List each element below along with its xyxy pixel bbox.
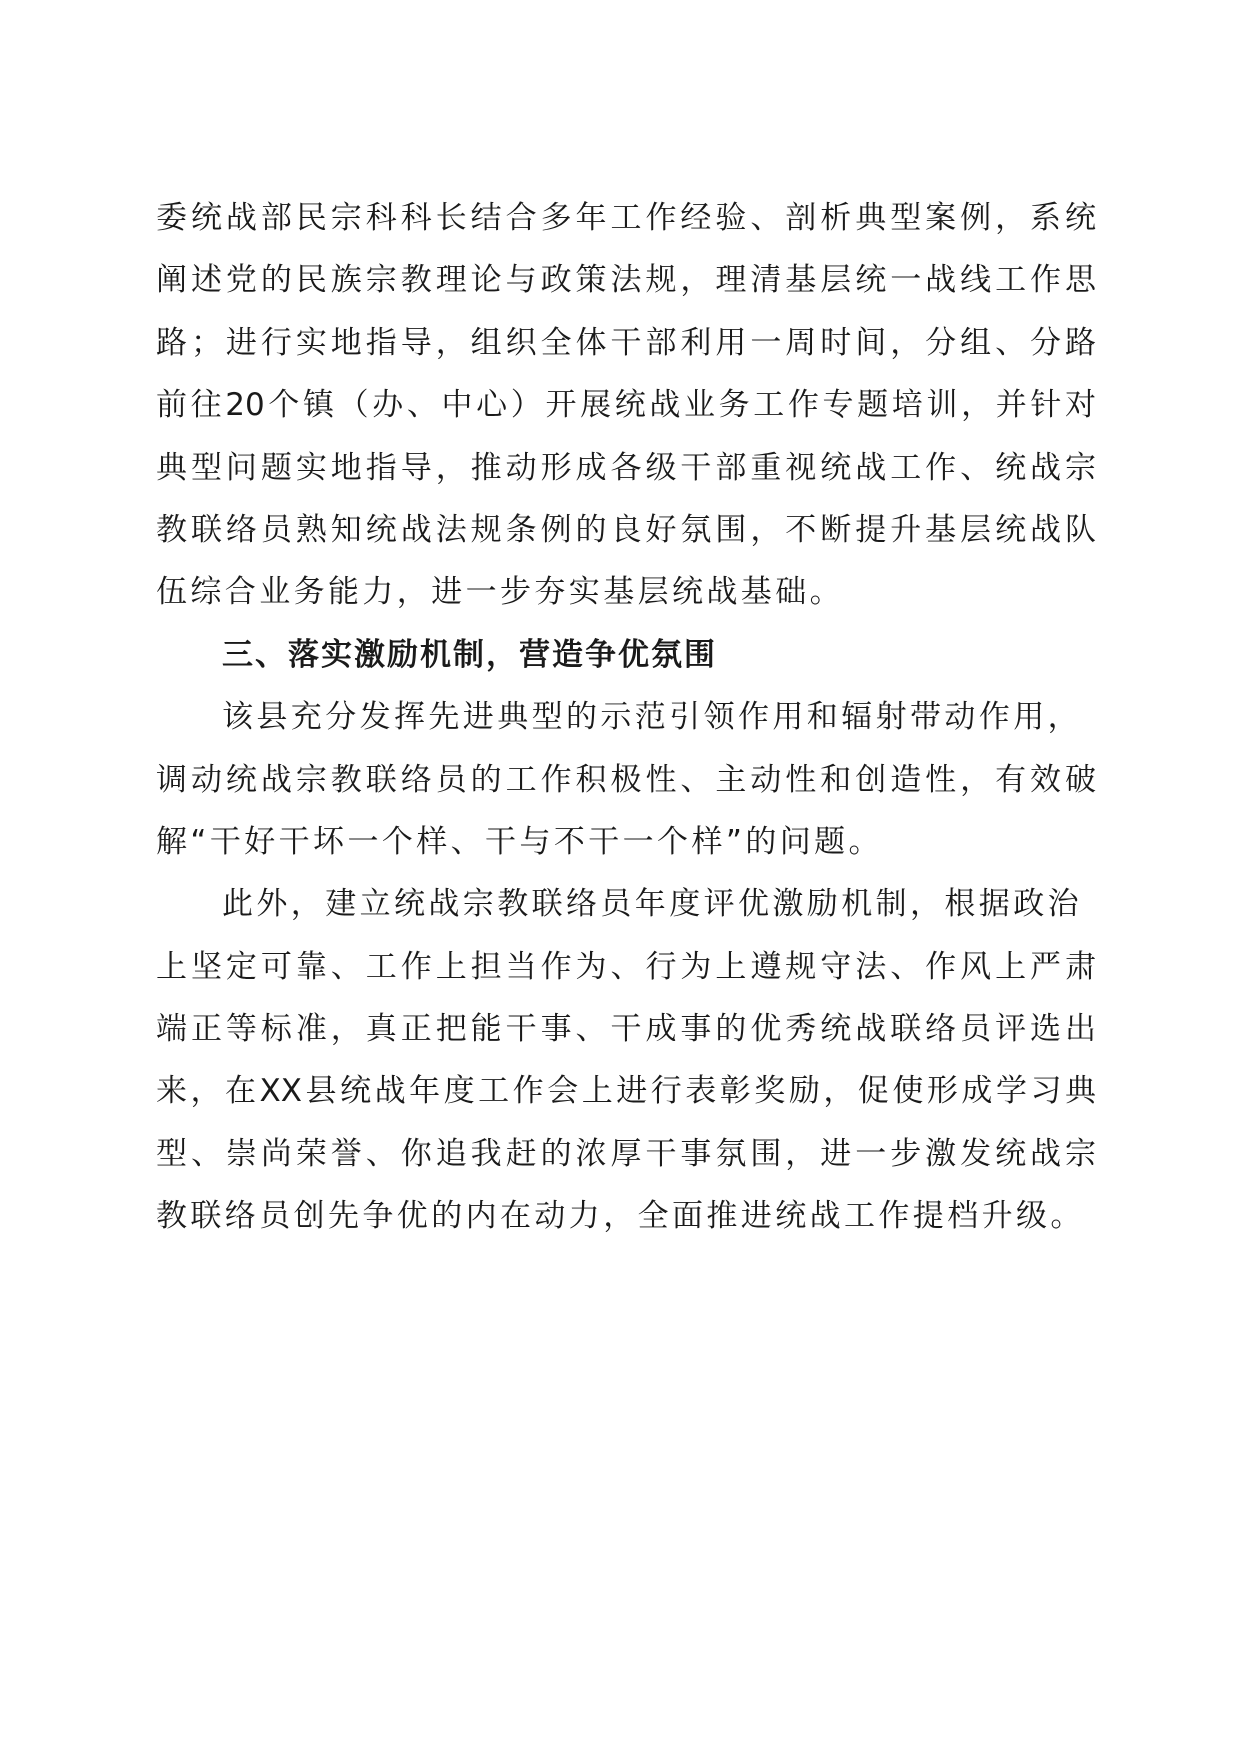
document-body [156,187,1096,1248]
body-line-6: 教联络员熟知统战法规条例的良好氛围，不断提升基层统战队 [156,511,1096,548]
paragraph-2-line-1: 该县充分发挥先进典型的示范引领作用和辐射带动作用， [222,699,1082,736]
paragraph-3-line-2: 上坚定可靠、工作上担当作为、行为上遵规守法、作风上严肃 [156,948,1096,985]
body-line-5: 典型问题实地指导，推动形成各级干部重视统战工作、统战宗 [156,449,1096,486]
paragraph-2-line-3: 解“干好干坏一个样、干与不干一个样”的问题。 [156,823,883,860]
body-line-7: 伍综合业务能力，进一步夯实基层统战基础。 [156,574,844,611]
body-line-2: 阐述党的民族宗教理论与政策法规，理清基层统一战线工作思 [156,262,1096,299]
paragraph-3-line-5: 型、崇尚荣誉、你追我赶的浓厚干事氛围，进一步激发统战宗 [156,1135,1096,1172]
body-line-4: 前往20个镇（办、中心）开展统战业务工作专题培训，并针对 [156,387,1096,424]
section-heading: 三、落实激励机制，营造争优氛围 [222,636,717,673]
paragraph-3-line-3: 端正等标准，真正把能干事、干成事的优秀统战联络员评选出 [156,1011,1096,1048]
paragraph-2-line-2: 调动统战宗教联络员的工作积极性、主动性和创造性，有效破 [156,761,1096,798]
body-line-1: 委统战部民宗科科长结合多年工作经验、剖析典型案例，系统 [156,200,1096,236]
paragraph-3-line-1: 此外，建立统战宗教联络员年度评优激励机制，根据政治 [222,886,1082,923]
paragraph-3-line-6: 教联络员创先争优的内在动力，全面推进统战工作提档升级。 [156,1198,1085,1235]
paragraph-3-line-4: 来，在XX县统战年度工作会上进行表彰奖励，促使形成学习典 [156,1073,1096,1110]
body-line-3: 路；进行实地指导，组织全体干部利用一周时间，分组、分路 [156,324,1096,361]
